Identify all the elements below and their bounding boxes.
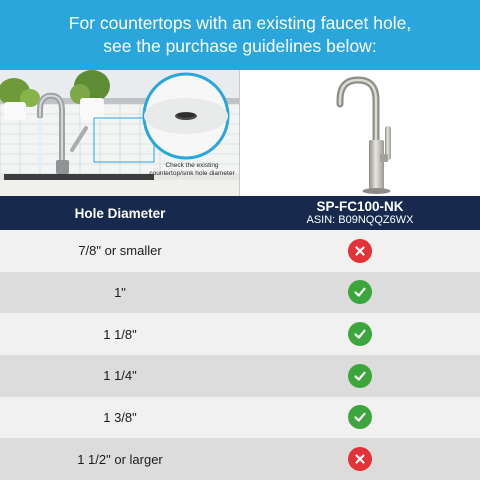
hole-diameter-label: 7/8" or smaller: [78, 243, 162, 259]
compatible-cell: [240, 313, 480, 355]
table-row: [0, 272, 480, 314]
model-header: [240, 196, 480, 230]
incompatible-cell: [240, 438, 480, 480]
table-row: [0, 397, 480, 439]
sink-photo: [0, 70, 240, 196]
incompatible-cell: [240, 230, 480, 272]
headline-line-1: For countertops with an existing faucet hole,: [68, 13, 412, 33]
product-photo: [240, 70, 480, 196]
model-asin: ASIN: B09NQQZ6WX: [306, 214, 414, 226]
cross-icon: [348, 239, 372, 263]
check-icon: [348, 405, 372, 429]
hole-callout-text: Check the existing countertop/sink hole diameter: [149, 162, 235, 177]
compatible-cell: [240, 272, 480, 314]
hole-diameter-label: 1 1/2" or larger: [77, 451, 163, 467]
headline-line-2: see the purchase guidelines below:: [103, 36, 377, 56]
model-name: SP-FC100-NK: [316, 199, 404, 214]
compatibility-table: [0, 230, 480, 480]
hole-diameter-label: 1 3/8": [103, 409, 137, 425]
compatible-cell: [240, 397, 480, 439]
hole-diameter-header: Hole Diameter: [74, 205, 166, 221]
table-row: [0, 313, 480, 355]
hole-diameter-label: 1 1/8": [103, 326, 137, 342]
check-icon: [348, 280, 372, 304]
cross-icon: [348, 447, 372, 471]
check-icon: [348, 322, 372, 346]
table-row: [0, 355, 480, 397]
table-row: [0, 438, 480, 480]
headline-banner: [0, 0, 480, 70]
hole-diameter-label: 1 1/4": [103, 368, 137, 384]
table-row: [0, 230, 480, 272]
faucet-product-illustration: [240, 70, 480, 196]
table-header: [0, 196, 480, 230]
check-icon: [348, 364, 372, 388]
compatible-cell: [240, 355, 480, 397]
hole-diameter-label: 1": [114, 284, 126, 300]
